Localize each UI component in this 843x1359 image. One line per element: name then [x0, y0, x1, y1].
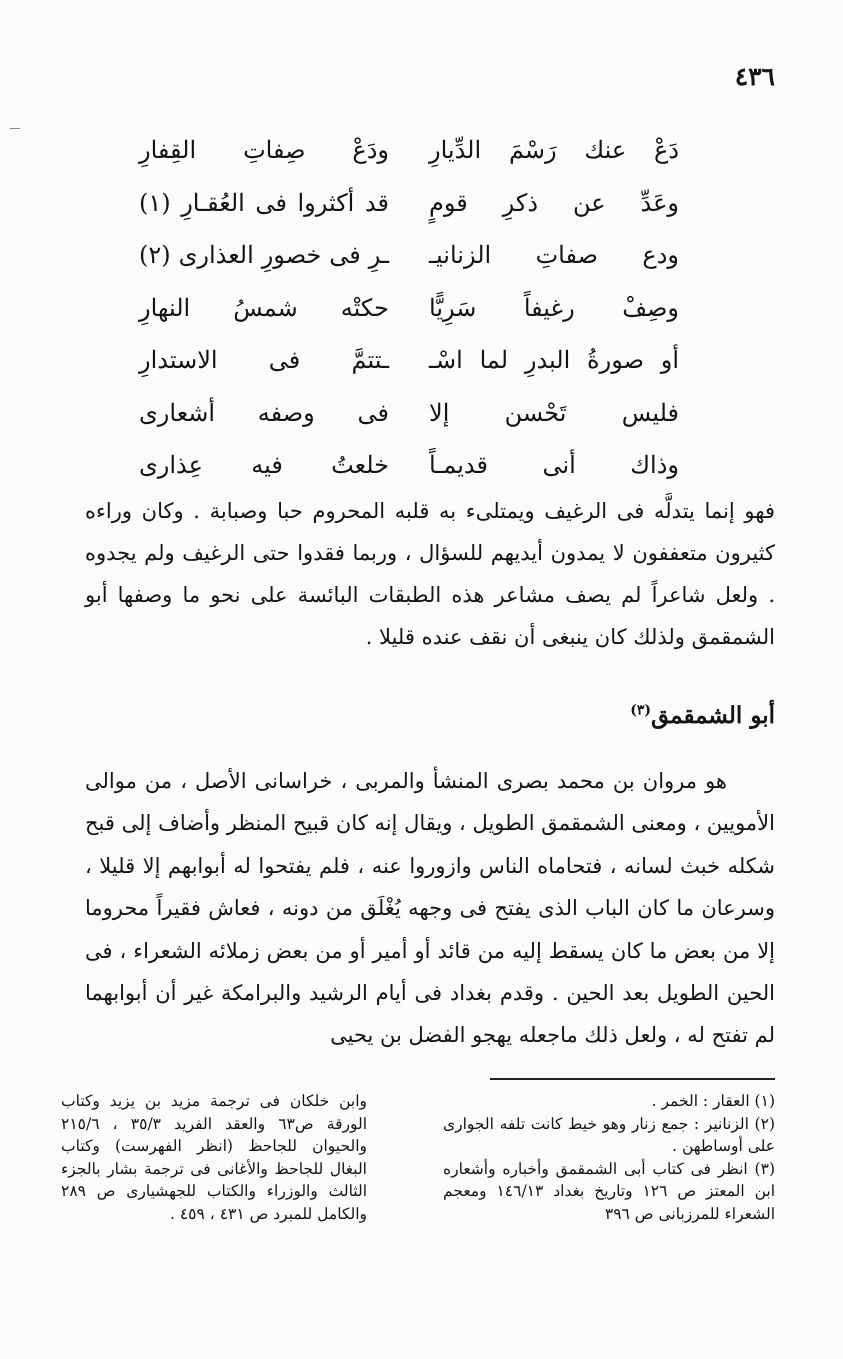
biography-paragraph — [85, 760, 775, 1057]
footnote-continuation: وابن خلكان فى ترجمة مزيد بن يزيد وكتاب الورقة ص٦٣ والعقد الفريد ٣٥/٣ ، ٢١٥/٦ والحيوان للجاحظ (انظر الفهرست) وكتاب البغال للجاحظ والأغانى فى ترجمة بشار بالجزء الثالث والوزراء والكتاب للجهشيارى ص ٢٨٩ والكامل للمبرد ص ٤٣١ ، ٤٥٩ . — [61, 1092, 367, 1223]
verse-first-hemistich: أو صورةُ البدرِ لما اسْـ — [429, 346, 679, 375]
poem-verse — [139, 334, 679, 387]
footnote-reference: (٣) — [630, 702, 651, 719]
poem-verse — [139, 439, 679, 492]
verse-second-hemistich: ـرِ فى خصورِ العذارى (٢) — [139, 241, 389, 270]
footnote-separator — [490, 1078, 775, 1080]
poem-verse — [139, 124, 679, 177]
poem-verse — [139, 229, 679, 282]
verse-first-hemistich: ودع صفاتِ الزنانيـ — [429, 241, 679, 270]
verse-second-hemistich: خلعتُ فيه عِذارى — [139, 451, 389, 480]
verse-second-hemistich: فى وصفه أشعارى — [139, 398, 389, 427]
section-title-text: أبو الشمقمق — [650, 702, 775, 729]
paragraph-text: هو مروان بن محمد بصرى المنشأ والمربى ، خراسانى الأصل ، من موالى الأمويين ، ومعنى الشمقمق الطويل ، ويقال إنه كان قبيح المنظر وأضاف إلى قبح شكله خبث لسانه ، فتحاماه الناس وازوروا عنه ، فلم يفتحوا له أبوابهم إلا قليلا ، وسرعان ما كان الباب الذى يفتح فى وجهه يُغْلَق من دونه ، فعاش فقيراً محروما إلا من بعض ما كان يسقط إليه من قائد أو أمير أو من بعض زملائه الشعراء ، فى الحين الطويل بعد الحين . وقدم بغداد فى أيام الرشيد والبرامكة غير أن أبوابهما لم تفتح له ، ولعل ذلك ماجعله يهجو الفضل بن يحيى — [85, 769, 775, 1048]
verse-first-hemistich: وصِفْ رغيفاً سَرِيًّا — [429, 293, 679, 322]
footnote: (٣) انظر فى كتاب أبى الشمقمق وأخباره وأشعاره ابن المعتز ص ١٢٦ وتاريخ بغداد ١٤٦/١٣ ومعجم الشعراء للمرزبانى ص ٣٩٦ — [443, 1159, 775, 1223]
verse-second-hemistich: ـتتمَّ فى الاستدارِ — [139, 346, 389, 375]
footnote: (١) العقار : الخمر . — [651, 1092, 775, 1110]
verse-first-hemistich: وذاك أنى قديمـاً — [429, 451, 679, 480]
paragraph-text: فهو إنما يتدلَّه فى الرغيف ويمتلىء به قلبه المحروم حبا وصبابة . وكان وراءه كثيرون متعففون لا يمدون أيديهم للسؤال ، وربما فقدوا حتى الرغيف ولم يجدوه . ولعل شاعراً لم يصف مشاعر هذه الطبقات البائسة على نحو ما وصفها أبو الشمقمق ولذلك كان ينبغى أن نقف عنده قليلا . — [85, 499, 775, 649]
verse-first-hemistich: فليس تَحْسن إلا — [429, 398, 679, 427]
poem — [139, 124, 679, 492]
verse-second-hemistich: قد أكثروا فى العُقـارِ (١) — [139, 188, 389, 217]
verse-second-hemistich: ودَعْ صِفاتِ القِفارِ — [139, 136, 389, 165]
commentary-paragraph — [85, 490, 775, 658]
section-title — [630, 702, 775, 729]
footnotes-left-column — [61, 1090, 367, 1225]
verse-first-hemistich: دَعْ عنك رَسْمَ الدِّيارِ — [429, 136, 679, 165]
poem-verse — [139, 387, 679, 440]
margin-mark — [10, 128, 20, 129]
poem-verse — [139, 282, 679, 335]
poem-verse — [139, 177, 679, 230]
footnotes-right-column — [443, 1090, 775, 1225]
verse-first-hemistich: وعَدِّ عن ذكرِ قومٍ — [429, 188, 679, 217]
footnote: (٢) الزنانير : جمع زنار وهو خيط كانت تلفه الجوارى على أوساطهن . — [443, 1114, 775, 1155]
verse-second-hemistich: حكتْه شمسُ النهارِ — [139, 293, 389, 322]
page-number: ٤٣٦ — [734, 62, 775, 91]
